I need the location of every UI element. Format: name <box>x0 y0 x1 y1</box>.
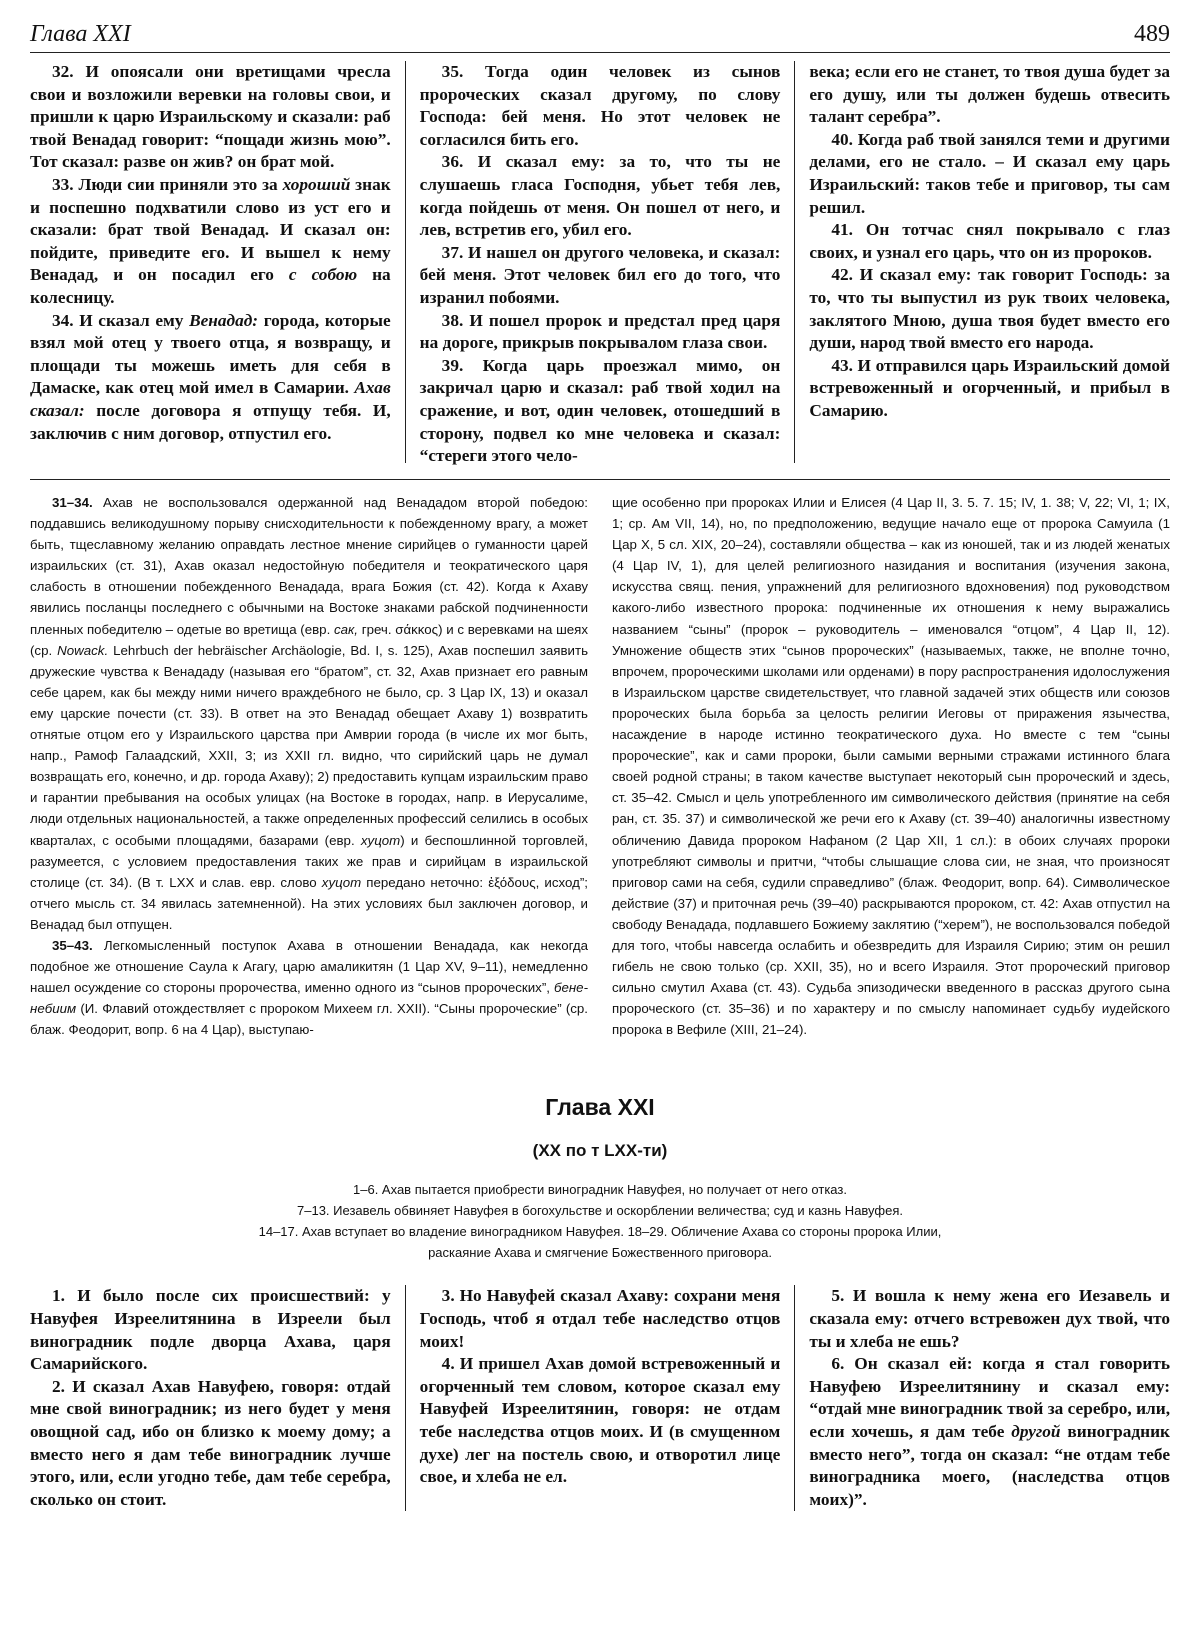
commentary-35-43: 35–43. Легкомысленный поступок Ахава в отношении Венадада, как некогда подобное же отношение Саула к Агагу, царю амаликитян (1 Цар XV, 9–11), немедленно нашел осуждение со стороны пророчества, именно одного из “сынов пророческих”, бене-небиим (И. Флавий отождествляет с пророком Михеем гл. XXII). “Сыны пророческие” (ср. блаж. Феодорит, вопр. 6 на 4 Цар), выступаю- <box>30 937 588 1038</box>
summary-line: 1–6. Ахав пытается приобрести виноградник Навуфея, но получает от него отказ. <box>353 1182 847 1198</box>
verse-34: 34. И сказал ему Венадад: города, которые взял мой отец у твоего отца, я возвращу, и площади ты можешь иметь для себя в Дамаске, как отец мой имел в Самарии. Ахав сказал: после договора я отпущу тебя. И, заключив с ним договор, отпустил его. <box>30 310 391 443</box>
verse-1: 1. И было после сих происшествий: у Навуфея Изреелитянина в Изреели был виноградник подле дворца Ахава, царя Самарийского. <box>30 1286 391 1374</box>
summary-line: 14–17. Ахав вступает во владение виноградником Навуфея. 18–29. Обличение Ахава со стороны пророка Илии, <box>258 1224 942 1240</box>
verse-5: 5. И вошла к нему жена его Иезавель и сказала ему: отчего встревожен дух твой, что ты и хлеба не ешь? <box>809 1286 1171 1351</box>
verse-43: 43. И отправился царь Израильский домой встревоженный и огорченный, и прибыл в Самарию. <box>809 355 1171 420</box>
scripture-column-3 <box>794 61 1170 463</box>
verse-3: 3. Но Навуфей сказал Ахаву: сохрани меня Господь, чтоб я отдал тебе наследство отцов моих! <box>419 1286 781 1351</box>
verse-42: 42. И сказал ему: так говорит Господь: за то, что ты выпустил из рук твоих человека, заклятого Мною, душа твоя будет вместо его души, народ твой вместо его народа. <box>809 265 1171 353</box>
summary-line: 7–13. Иезавель обвиняет Навуфея в богохульстве и оскорблении величества; суд и казнь Навуфея. <box>297 1203 903 1219</box>
commentary <box>30 492 1170 1040</box>
scripture-column-2 <box>405 61 795 466</box>
verse-37: 37. И нашел он другого человека, и сказал: бей меня. Этот человек бил его до того, что изранил побоями. <box>419 242 781 307</box>
verse-33: 33. Люди сии приняли это за хороший знак и поспешно подхватили слово из уст его и сказали: брат твой Венадад. И сказал он: пойдите, приведите его. И вышел к нему Венадад, и он посадил его с собою на колесницу. <box>30 174 391 307</box>
chapter-column-2 <box>405 1285 795 1511</box>
chapter-heading <box>30 1094 1170 1161</box>
chapter-subtitle: (XX по т LXX-ти) <box>532 1141 668 1161</box>
scripture-text-bottom <box>30 1285 1170 1511</box>
page-header <box>30 18 1170 53</box>
scripture-text-top <box>30 61 1171 466</box>
page-number: 489 <box>1134 21 1170 47</box>
scripture-column-1 <box>30 61 405 463</box>
chapter-column-3 <box>794 1285 1170 1511</box>
chapter-title: Глава XXI <box>545 1094 655 1121</box>
section-divider <box>30 479 1170 480</box>
verse-2: 2. И сказал Ахав Навуфею, говоря: отдай мне свой виноградник; из него будет у меня овощной сад, ибо он близко к моему дому; а вместо него я дам тебе виноградник лучше этого, или, если угодно тебе, дам тебе серебра, сколько он стоит. <box>30 1376 391 1509</box>
running-title: Глава XXI <box>30 21 131 47</box>
verse-36: 36. И сказал ему: за то, что ты не слушаешь гласа Господня, убьет тебя лев, когда пойдешь от меня. Он пошел от него, и лев, встретив его, убил его. <box>419 152 781 240</box>
verse-35: 35. Тогда один человек из сынов пророческих сказал другому, по слову Господа: бей меня. Но этот человек не согласился бить его. <box>419 62 781 149</box>
verse-4: 4. И пришел Ахав домой встревоженный и огорченный тем словом, которое сказал ему Навуфей Изреелитянин, говоря: не отдам тебе наследства отцов моих. И (в смущенном духе) лег на постель свою, и отворотил лице свое, и хлеба не ел. <box>419 1354 781 1487</box>
verse-39: 39. Когда царь проезжал мимо, он закричал царю и сказал: раб твой ходил на сражение, и вот, один человек, отошедший в сторону, подвел ко мне человека и сказал: “стереги этого чело- <box>419 355 781 466</box>
chapter-column-1 <box>30 1285 405 1511</box>
verse-38: 38. И пошел пророк и предстал пред царя на дороге, прикрыв покрывалом глаза свои. <box>419 310 781 353</box>
commentary-31-34: 31–34. Ахав не воспользовался одержанной над Венададом второй победою: поддавшись великодушному порыву снисходительности к побежденному врагу, а может быть, тщеславному желанию оправдать лестное мнение сирийцев о гуманности царей израильских (ст. 31), Ахав оказал недостойную победителя и теократического царя слабость в отношении побежденного Венадада, врага Божия (ст. 42). Когда к Ахаву явились посланцы последнего с обычными на Востоке знаками рабской подчиненности пленных победителю – одетые во вретища (евр. сак, греч. σάκκος) и с веревками на шеях (ср. Nowack. Lehrbuch der hebräischer Archäologie, Bd. I, s. 125), Ахав поспешил заявить дружеские чувства к Венададу (называя его “братом”, ст. 32, Ахав признает его равным себе царем, как бы между ними ничего враждебного не было, ср. 3 Цар IX, 13) и оказал ему царские почести (ст. 33). В ответ на это Венадад обещает Ахаву 1) возвратить отнятые отцом его у Израильского царства при Амврии города (в числе их мог быть, напр., Рамоф Галаадский, XXII, 3; из XXII гл. видно, что сирийский царь не думал возвращать его, конечно, и др. города Ахаву); 2) предоставить купцам израильским право и гарантии пребывания на особых улицах (на Востоке в городах, напр. в Иерусалиме, люди отдельных национальностей, а также определенных профессий селились в особых кварталах, с особыми площадями, базарами (евр. хуцот) и беспошлинной торговлей, разумеется, с условием предоставления таких же прав и сирийцам в израильской столице (ст. 34). (В т. LXX и слав. евр. слово хуцот передано неточно: ἐξόδους, исход”; отчего мысль ст. 34 явилась затемненной). На этих условиях был заключен договор, и Венадад был отпущен. <box>30 495 589 932</box>
verse-40: 40. Когда раб твой занялся теми и другими делами, его не стало. – И сказал ему царь Израильский: таков тебе и приговор, ты сам решил. <box>809 129 1171 217</box>
verse-39-continued: века; если его не станет, то твоя душа будет за его душу, или ты должен будешь отвесить талант серебра”. <box>809 62 1171 127</box>
book-page <box>30 18 1170 1511</box>
verse-41: 41. Он тотчас снял покрывало с глаз своих, и узнал его царь, что он из пророков. <box>809 220 1171 262</box>
verse-32: 32. И опоясали они вретищами чресла свои и возложили веревки на головы свои, и пришли к царю Израильскому и сказали: раб твой Венадад говорит: “пощади жизнь мою”. Тот сказал: разве он жив? он брат мой. <box>30 62 391 172</box>
commentary-column-right <box>600 492 1170 1040</box>
commentary-column-left <box>30 492 600 1040</box>
summary-line: раскаяние Ахава и смягчение Божественного приговора. <box>428 1245 772 1261</box>
verse-6: 6. Он сказал ей: когда я стал говорить Навуфею Изреелитянину и сказал ему: “отдай мне виноградник твой за серебро, или, если хочешь, я дам тебе другой виноградник вместо него”, тогда он сказал: “не отдам тебе виноградника моего, (наследства отцов моих)”. <box>809 1354 1171 1509</box>
chapter-summary <box>30 1179 1170 1263</box>
commentary-35-43-continued: щие особенно при пророках Илии и Елисея (4 Цар II, 3. 5. 7. 15; IV, 1. 38; V, 22; VI, 1; IX, 1; ср. Ам VII, 14), но, по предположению, ведущие начало еще от пророка Самуила (1 Цар X, 5 сл. XIX, 20–24), составляли общества – как из юношей, так и из людей женатых (4 Цар IV, 1), для целей религиозного назидания и воспитания (изучения закона, искусства свящ. пения, упражнений для религиозного вдохновения) под руководством какого-либо известного пророка: подчиненные их отношения к нему выражались названием “сыны” (пророк – руководитель – именовался “отцом”, 4 Цар II, 12). Умножение обществ этих “сынов пророческих” (называемых, также, не вполне точно, впрочем, пророческими школами или орденами) в пору распространения идолослужения в Израильском царстве свидетельствует, что главной задачей этих обществ или союзов пророческих была борьба за целость религии Иеговы от приражения язычества, насаждение в народе истинно теократического духа. Но вместе с тем “сыны пророческие”, как и сами пророки, были самыми верными стражами истинного блага своей родной страны; в таком качестве выступает некоторый сын пророческий и здесь, ст. 35–42. Смысл и цель употребленного им символического действия (принятие на себя ран, ст. 35. 37) и символической же речи его к Ахаву (ст. 39–40) аналогичны известному обличению Давида пророком Нафаном (2 Цар XII, 1 сл.): в обоих случаях пророки употребляют символы и притчи, “чтобы слышащие слова сии, не зная, что произносят приговор сами на себя, судили справедливо” (блаж. Феодорит, вопр. 64). Символическое действие (37) и приточная речь (39–40) раскрываются пророком, ст. 42: Ахав отпустил на свободу Венадада, подлавшего Божиему заклятию (“херем”), не воспользовался победой для того, чтобы навсегда ослабить и обезвредить для Израиля Сирию; этим он решил гибель не свою только (ср. XXII, 35), но и всего Израиля. Этот пророческий приговор сильно смутил Ахава (ст. 43). Судьба эпизодически введенного в рассказ другого сына пророческого (ст. 35–36) и по характеру и по смыслу напоминает судьбу иудейского пророка в Вефиле (XIII, 21–24). <box>612 495 1170 1038</box>
